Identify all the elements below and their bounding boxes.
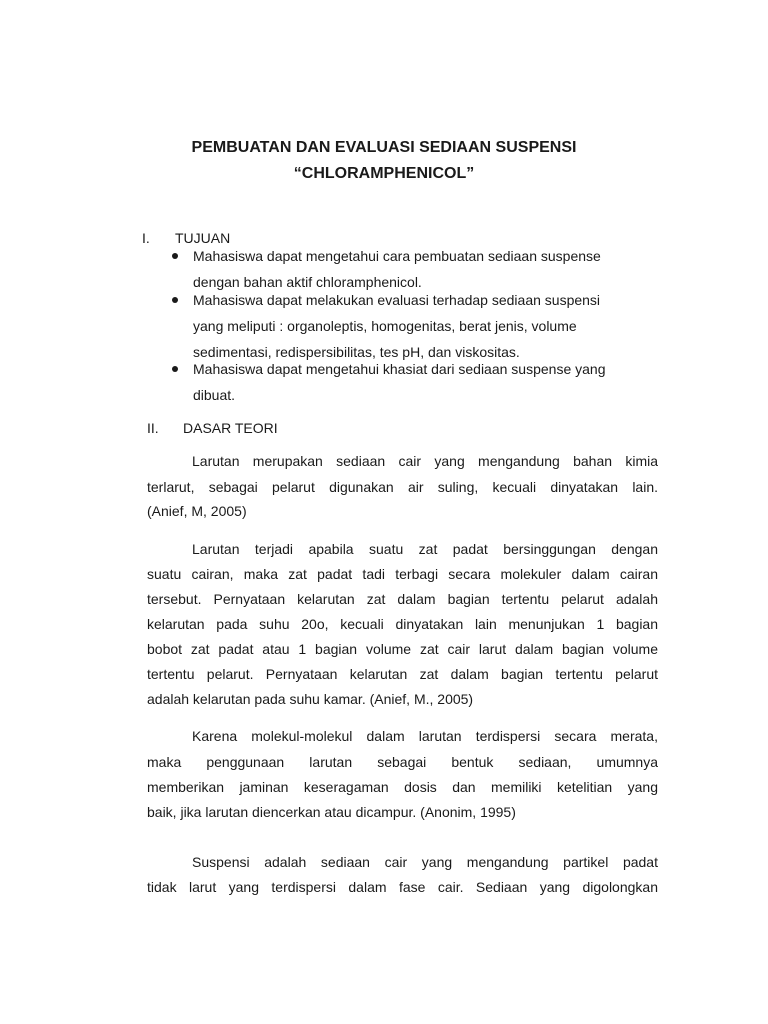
paragraph-1-line-2: terlarut, sebagai pelarut digunakan air suling, kecuali dinyatakan lain. xyxy=(147,479,658,495)
bullet-2-line-2: yang meliputi : organoleptis, homogenitas, berat jenis, volume xyxy=(193,318,577,334)
bullet-1-line-2: dengan bahan aktif chloramphenicol. xyxy=(193,274,422,290)
paragraph-2-line-6: tertentu pelarut. Pernyataan kelarutan zat dalam bagian tertentu pelarut xyxy=(147,666,658,682)
paragraph-3-line-3: memberikan jaminan keseragaman dosis dan memiliki ketelitian yang xyxy=(147,779,658,795)
title-line-1: PEMBUATAN DAN EVALUASI SEDIAAN SUSPENSI xyxy=(191,139,577,156)
bullet-2-line-1: Mahasiswa dapat melakukan evaluasi terhadap sediaan suspensi xyxy=(193,292,601,308)
section-2-number: II. xyxy=(147,420,159,436)
bullet-2-line-3: sedimentasi, redispersibilitas, tes pH, dan viskositas. xyxy=(193,344,520,360)
paragraph-2-line-1: Larutan terjadi apabila suatu zat padat bersinggungan dengan xyxy=(192,541,658,557)
paragraph-2-line-7: adalah kelarutan pada suhu kamar. (Anief, M., 2005) xyxy=(147,691,474,707)
paragraph-3-line-2: maka penggunaan larutan sebagai bentuk sediaan, umumnya xyxy=(147,754,658,770)
section-2-heading: DASAR TEORI xyxy=(183,420,278,436)
document-title xyxy=(0,135,768,187)
bullet-icon xyxy=(172,253,178,259)
bullet-3-line-2: dibuat. xyxy=(193,387,236,403)
bullet-icon xyxy=(172,366,178,372)
paragraph-1-line-1: Larutan merupakan sediaan cair yang mengandung bahan kimia xyxy=(192,453,658,469)
paragraph-4-line-2: tidak larut yang terdispersi dalam fase cair. Sediaan yang digolongkan xyxy=(147,879,658,895)
paragraph-4-line-1: Suspensi adalah sediaan cair yang mengandung partikel padat xyxy=(192,854,658,870)
bullet-icon xyxy=(172,297,178,303)
paragraph-2-line-3: tersebut. Pernyataan kelarutan zat dalam bagian tertentu pelarut adalah xyxy=(147,591,658,607)
paragraph-2-line-4: kelarutan pada suhu 20o, kecuali dinyatakan lain menunjukan 1 bagian xyxy=(147,616,658,632)
bullet-3-line-1: Mahasiswa dapat mengetahui khasiat dari sediaan suspense yang xyxy=(193,361,606,377)
paragraph-2-line-5: bobot zat padat atau 1 bagian volume zat cair larut dalam bagian volume xyxy=(147,641,658,657)
paragraph-1-line-3: (Anief, M, 2005) xyxy=(147,503,247,519)
bullet-1-line-1: Mahasiswa dapat mengetahui cara pembuatan sediaan suspense xyxy=(193,248,601,264)
section-1-heading: TUJUAN xyxy=(175,230,231,246)
paragraph-2-line-2: suatu cairan, maka zat padat tadi terbagi secara molekuler dalam cairan xyxy=(147,566,658,582)
paragraph-3-line-1: Karena molekul-molekul dalam larutan terdispersi secara merata, xyxy=(192,728,658,744)
paragraph-3-line-4: baik, jika larutan diencerkan atau dicampur. (Anonim, 1995) xyxy=(147,804,516,820)
section-1-number: I. xyxy=(142,230,150,246)
title-line-2: “CHLORAMPHENICOL” xyxy=(293,165,475,182)
